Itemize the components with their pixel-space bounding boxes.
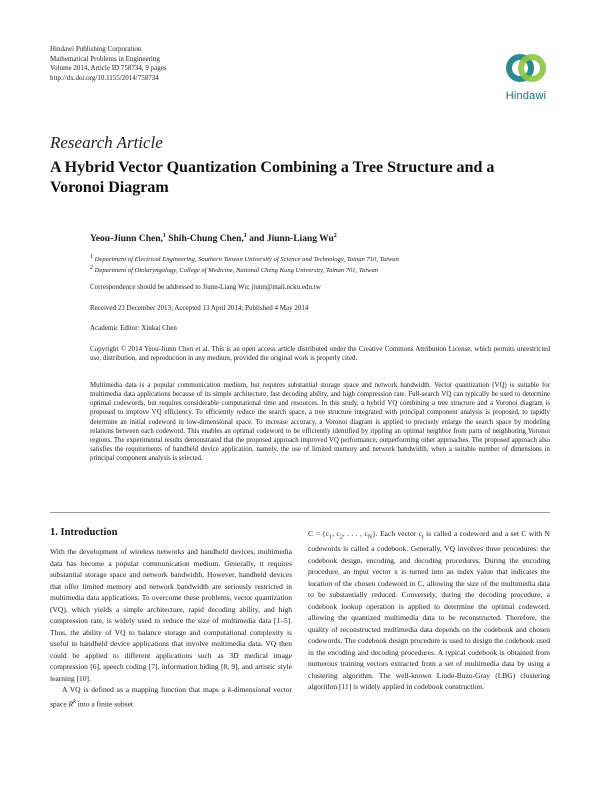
affiliation-1 — [90, 253, 550, 264]
affil-number: 2 — [90, 265, 93, 271]
text-run: -dimensional vector space — [50, 685, 292, 708]
math-var: k — [227, 685, 232, 694]
academic-editor: Academic Editor: Xinkai Chen — [90, 324, 177, 332]
affil-text: Department of Otolaryngology, College of Medicine, National Cheng Kung University, Tainan 701, Taiwan — [94, 267, 379, 275]
author-name: Yeou-Jiunn Chen, — [90, 234, 163, 245]
author-name: and Jiunn-Liang Wu — [246, 234, 334, 245]
intro-paragraph-3 — [308, 528, 550, 693]
author-list — [90, 233, 337, 244]
affil-text: Department of Electrical Engineering, Southern Taiwan University of Science and Technology, Tainan 710, Taiwan — [94, 256, 399, 264]
author-affil-ref: 2 — [333, 233, 337, 239]
author-affil-ref: 1 — [243, 233, 247, 239]
copyright-notice: Copyright © 2014 Yeou-Jiunn Chen et al. This is an open access article distributed under the Creative Commons Attribution License, which permits unrestricted use, distribution, and reproduction in any medium, provided the original work is properly cited. — [90, 345, 550, 363]
text-run: into a finite subset — [75, 699, 133, 708]
math-sub: 1 — [329, 533, 333, 541]
logo-text: Hindawi — [505, 90, 547, 102]
text-run: , c — [332, 529, 340, 538]
text-run: is called a codeword and a set C with N codewords is called a codebook. Generally, VQ involves three procedures: the codebook design, encoding, and decoding procedures. During the encoding procedure, an input vector x is turned into an index value that indicates the location of the chosen codeword in C, allowing the size of the multimedia data to be substantially reduced. Conversely, during the decoding procedure, a codebook lookup operation is applied to determine the optimal codeword, allowing the quantized multimedia data to be reconstructed. Therefore, the quality of reconstructed multimedia data depends on the codebook and chosen codewords. The codebook design procedure is used to design the codebook used in the encoding and decoding procedures. A typical codebook is obtained from numerous training vectors extracted from a set of multimedia data by using a clustering algorithm. The well-known Linde-Buzo-Gray (LBG) clustering algorithm [11] is widely applied in codebook construction. — [308, 529, 550, 691]
hindawi-logo-icon — [504, 48, 548, 88]
math-sub: i — [421, 533, 424, 541]
intro-paragraph-1: With the development of wireless networks and handheld devices, multimedia data has become a popular communication medium. Generally, it requires substantial storage space and network bandwidth. However, handheld devices that offer limited memory and network bandwidth are seriously restricted in multimedia data applications. To overcome these problems, vector quantization (VQ), which yields a simple architecture, rapid decoding ability, and high compression rate, is widely used to reduce the size of multimedia data [1–5]. Thus, the ability of VQ to balance storage and computational complexity is useful in handheld device applications that involve multimedia data. VQ then could be applied to different applications such as 3D medical image compression [6], speech coding [7], information hiding [8, 9], and artistic style learning [10]. — [50, 547, 292, 683]
text-run: , . . . , c — [342, 529, 368, 538]
math-var: R — [68, 699, 74, 708]
math-sub: N — [367, 533, 373, 541]
section-divider — [50, 512, 550, 513]
abstract: Multimedia data is a popular communication medium, but requires substantial storage space and network bandwidth. Vector quantization (VQ) is suitable for multimedia data applications because of its simple architecture, fast decoding ability, and high compression rate. Full-search VQ can typically be used to determine optimal codewords, but requires considerable computational time and resources. In this study, a hybrid VQ combining a tree structure and a Voronoi diagram is proposed to improve VQ efficiency. To efficiently reduce the search space, a tree structure integrated with principal component analysis is proposed, to rapidly determine an initial codeword in low-dimensional space. To increase accuracy, a Voronoi diagram is applied to precisely enlarge the search space by modeling relations between each codeword. This enables an optimal codeword to be efficiently identified by rippling an optimal neighbor from parts of neighboring Voronoi regions. The experimental results demonstrated that the proposed approach improved VQ performance, outperforming other approaches. The proposed approach also satisfies the requirements of handheld device application, namely, the use of limited memory and network bandwidth, when a suitable number of dimensions in principal component analysis is selected. — [90, 382, 550, 463]
section-heading: 1. Introduction — [50, 527, 118, 538]
volume-info: Volume 2014, Article ID 758734, 9 pages — [50, 64, 167, 72]
paper-title: A Hybrid Vector Quantization Combining a Tree Structure and a Voronoi Diagram — [50, 159, 495, 196]
text-run: C = {c — [308, 529, 329, 538]
correspondence: Correspondence should be addressed to Jiunn-Liang Wu; jiunn@mail.ncku.edu.tw — [90, 283, 321, 291]
article-type: Research Article — [50, 133, 163, 152]
affiliation-2 — [90, 264, 550, 275]
hindawi-logo — [496, 48, 556, 106]
left-column — [50, 546, 292, 710]
intro-paragraph-2 — [50, 684, 292, 710]
publisher-name: Hindawi Publishing Corporation — [50, 45, 142, 53]
math-sup: k — [73, 697, 76, 705]
author-affil-ref: 1 — [162, 233, 166, 239]
journal-name: Mathematical Problems in Engineering — [50, 54, 160, 63]
author-name: Shih-Chung Chen, — [165, 234, 244, 245]
text-run: A VQ is defined as a mapping function that maps a — [62, 685, 228, 694]
journal-header — [50, 45, 167, 83]
right-column — [308, 528, 550, 693]
affil-number: 1 — [90, 254, 93, 260]
doi-link[interactable]: http://dx.doi.org/10.1155/2014/758734 — [50, 73, 159, 82]
text-run: }. Each vector c — [372, 529, 422, 538]
math-sub: 2 — [339, 533, 343, 541]
publication-dates: Received 23 December 2013; Accepted 13 April 2014; Published 4 May 2014 — [90, 304, 309, 312]
